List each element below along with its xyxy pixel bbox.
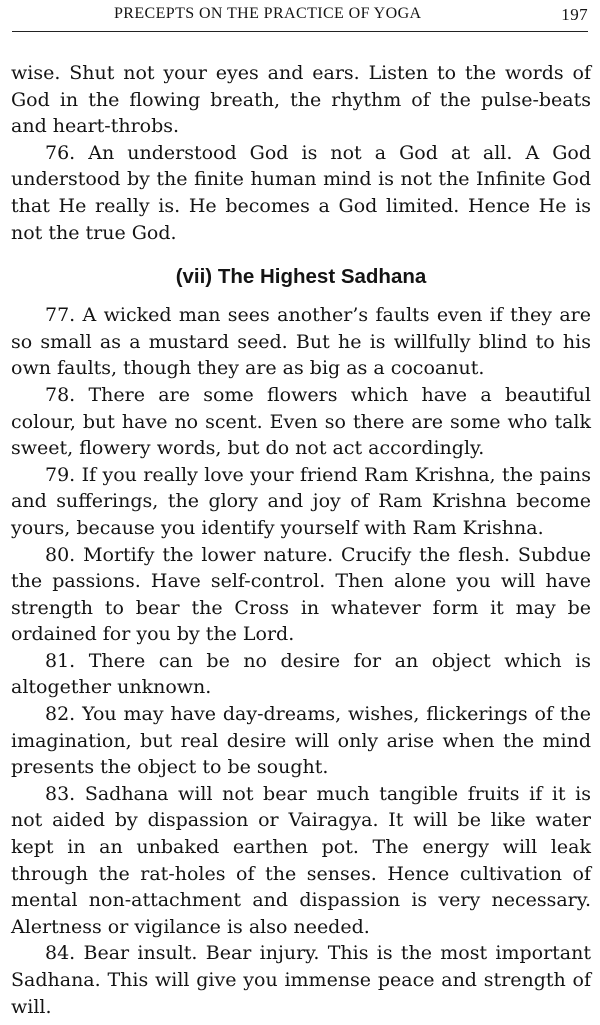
paragraph-78: 78. There are some flowers which have a beautiful colour, but have no scent. Even so there are some who talk sweet, flowery words, but do not act accordingly. — [11, 383, 591, 460]
page-body — [11, 60, 591, 1020]
running-title: PRECEPTS ON THE PRACTICE OF YOGA — [114, 5, 422, 22]
paragraph-77: 77. A wicked man sees another’s faults even if they are so small as a mustard seed. But he is willfully blind to his own faults, though they are as big as a cocoanut. — [11, 304, 591, 380]
paragraph-83: 83. Sadhana will not bear much tangible fruits if it is not aided by dispassion or Vairagya. It will be like water kept in an unbaked earthen pot. The energy will leak through the rat-holes of the senses. Hence cultivation of mental non-attachment and dispassion is very necessary. Alertness or vigilance is also needed. — [11, 782, 591, 938]
paragraph-76: 76. An understood God is not a God at all. A God understood by the finite human mind is not the Infinite God that He really is. He becomes a God limited. Hence He is not the true God. — [11, 141, 591, 244]
header-rule — [12, 31, 588, 32]
paragraph-84: 84. Bear insult. Bear injury. This is the most important Sadhana. This will give you immense peace and strength of will. — [11, 942, 591, 1018]
page-number: 197 — [561, 5, 588, 24]
paragraph-80: 80. Mortify the lower nature. Crucify the flesh. Subdue the passions. Have self-control. Then alone you will have strength to bear the Cross in whatever form it may be ordained for you by the Lord. — [11, 543, 591, 646]
paragraph-79: 79. If you really love your friend Ram Krishna, the pains and sufferings, the glory and joy of Ram Krishna become yours, because you identify yourself with Ram Krishna. — [11, 463, 591, 539]
paragraph-81: 81. There can be no desire for an object which is altogether unknown. — [11, 649, 591, 699]
section-heading: (vii) The Highest Sadhana — [175, 265, 427, 289]
page-header — [12, 5, 588, 27]
paragraph-82: 82. You may have day-dreams, wishes, flickerings of the imagination, but real desire will only arise when the mind presents the object to be sought. — [11, 703, 591, 779]
paragraph-continued: wise. Shut not your eyes and ears. Listen to the words of God in the flowing breath, the rhythm of the pulse-beats and heart-throbs. — [11, 62, 591, 138]
